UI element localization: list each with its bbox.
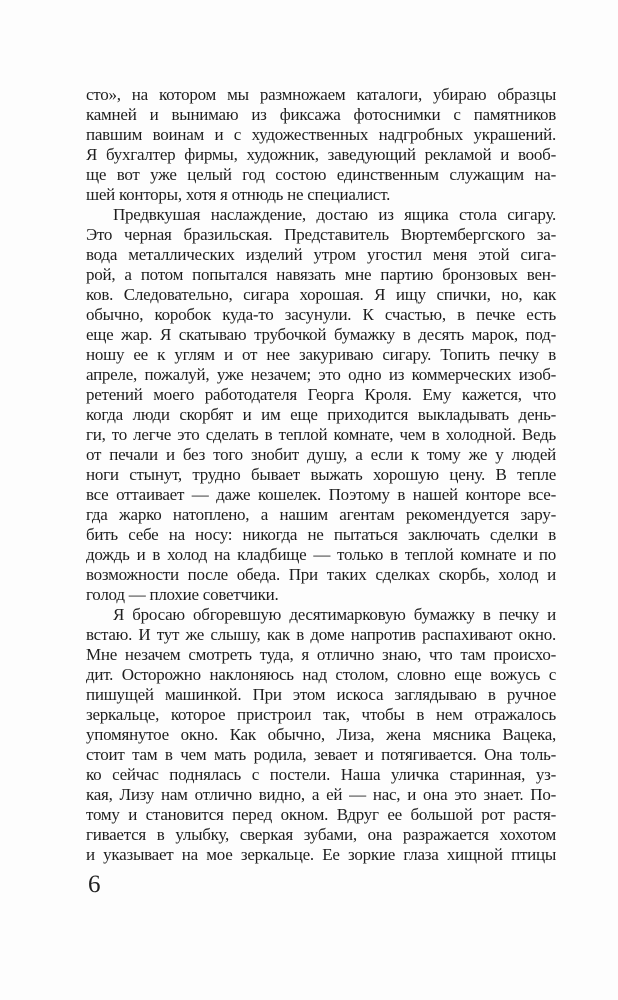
text-line: упомянутое окно. Как обычно, Лиза, жена мясника Вацека,	[86, 725, 556, 744]
text-line: бить себе на носу: никогда не пытаться заключать сделки в	[86, 525, 556, 544]
text-line: стоит там в чем мать родила, зевает и потягивается. Она толь-	[86, 745, 556, 764]
text-line: голод — плохие советчики.	[86, 585, 279, 604]
text-line: Это черная бразильская. Представитель Вюртембергского за-	[86, 225, 556, 244]
text-line: шей конторы, хотя я отнюдь не специалист.	[86, 185, 391, 204]
text-line: камней и вынимаю из фиксажа фотоснимки с памятников	[86, 105, 556, 124]
text-line: ков. Следовательно, сигара хорошая. Я ищу спички, но, как	[86, 285, 556, 304]
paragraph	[86, 85, 556, 205]
text-line: зеркальце, которое пристроил так, чтобы в нем отражалось	[86, 705, 556, 724]
text-line: Я бухгалтер фирмы, художник, заведующий рекламой и вооб-	[86, 145, 556, 164]
text-line: гда жарко натоплено, а нашим агентам рекомендуется зару-	[86, 505, 556, 524]
text-line: вода металлических изделий утром угостил меня этой сига-	[86, 245, 556, 264]
text-line: дождь и в холод на кладбище — только в теплой комнате и по	[86, 545, 556, 564]
text-line: пишущей машинкой. При этом искоса заглядываю в ручное	[86, 685, 556, 704]
text-line: дит. Осторожно наклоняюсь над столом, словно еще вожусь с	[86, 665, 556, 684]
text-line: еще жар. Я скатываю трубочкой бумажку в десять марок, под-	[86, 325, 556, 344]
text-line: Мне незачем смотреть туда, я отлично знаю, что там происхо-	[86, 645, 556, 664]
text-line: возможности после обеда. При таких сделках скорбь, холод и	[86, 565, 556, 584]
text-line: встаю. И тут же слышу, как в доме напротив распахивают окно.	[86, 625, 556, 644]
text-line: когда люди скорбят и им еще приходится выкладывать день-	[86, 405, 556, 424]
page-number: 6	[88, 871, 101, 898]
text-line: тому и становится перед окном. Вдруг ее большой рот растя-	[86, 805, 556, 824]
text-line: Предвкушая наслаждение, достаю из ящика стола сигару.	[113, 205, 556, 224]
text-line: ретений моего работодателя Георга Кроля. Ему кажется, что	[86, 385, 556, 404]
text-line: рой, а потом попытался навязать мне партию бронзовых вен-	[86, 265, 556, 284]
page-text	[86, 85, 556, 865]
text-line: гивается в улыбку, сверкая зубами, она разражается хохотом	[86, 825, 556, 844]
paragraph	[86, 205, 556, 605]
text-line: ще вот уже целый год состою единственным служащим на-	[86, 165, 556, 184]
text-line: ко сейчас поднялась с постели. Наша уличка старинная, уз-	[86, 765, 556, 784]
text-line: кая, Лизу нам отлично видно, а ей — нас, и она это знает. По-	[86, 785, 556, 804]
text-line: сто», на котором мы размножаем каталоги, убираю образцы	[86, 85, 556, 104]
text-line: обычно, коробок куда-то засунули. К счастью, в печке есть	[86, 305, 556, 324]
text-line: и указывает на мое зеркальце. Ее зоркие глаза хищной птицы	[86, 845, 556, 864]
text-line: ги, то легче это сделать в теплой комнате, чем в холодной. Ведь	[86, 425, 556, 444]
text-line: от печали и без того знобит душу, а если к тому же у людей	[86, 445, 556, 464]
paragraph	[86, 605, 556, 865]
text-line: Я бросаю обгоревшую десятимарковую бумажку в печку и	[113, 605, 556, 624]
text-line: ношу ее к углям и от нее закуриваю сигару. Топить печку в	[86, 345, 556, 364]
text-line: ноги стынут, трудно бывает выжать хорошую цену. В тепле	[86, 465, 556, 484]
text-line: все оттаивает — даже кошелек. Поэтому в нашей конторе все-	[86, 485, 556, 504]
text-line: павшим воинам и с художественных надгробных украшений.	[86, 125, 556, 144]
text-line: апреле, пожалуй, уже незачем; это одно из коммерческих изоб-	[86, 365, 556, 384]
